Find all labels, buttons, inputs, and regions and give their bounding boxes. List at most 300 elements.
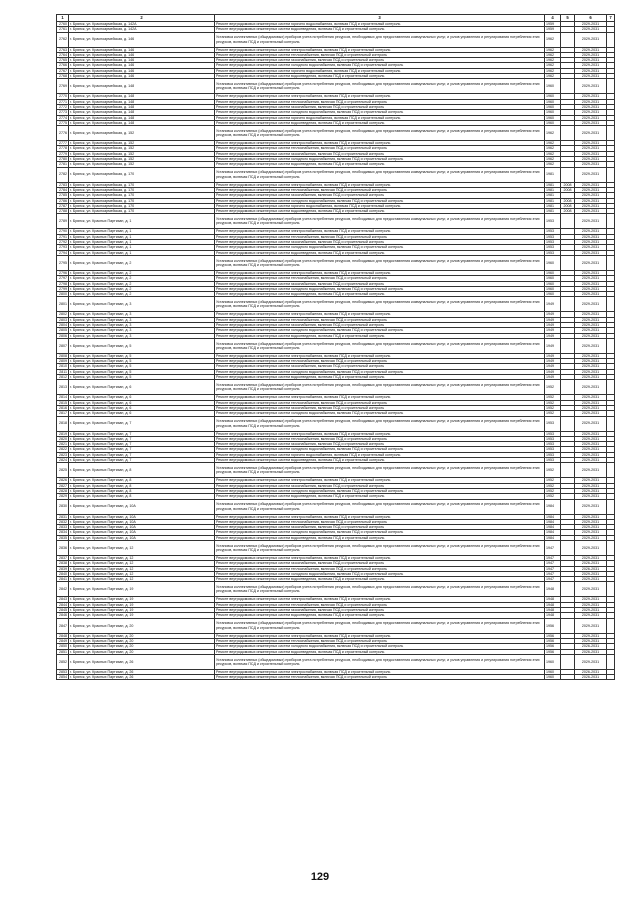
build-year-cell: 1953 — [545, 214, 561, 229]
work-type-cell: Ремонт внутридомовых инженерных систем водоотведения, включая ПСД и строительный контроль — [215, 458, 545, 463]
address-cell: г. Брянск, ул. Красных Партизан, д. 8 — [69, 488, 215, 493]
row-number-cell: 2842 — [57, 582, 69, 597]
work-type-cell: Ремонт внутридомовых инженерных систем холодного водоснабжения, включая ПСД и строительный контроль — [215, 110, 545, 115]
table-row — [57, 167, 615, 182]
empty-cell — [607, 499, 615, 514]
work-type-cell: Установка коллективных (общедомовых) приборов учета потребления ресурсов, необходимых для предоставления коммунальных услуг, и узлов управления и регулирования потребления этих ресурсов, включая ПСД и строительный контроль — [215, 214, 545, 229]
last-repair-year-cell — [561, 255, 575, 270]
column-header: 5 — [561, 15, 575, 22]
row-number-cell: 2814 — [57, 395, 69, 400]
build-year-cell: 1960 — [545, 115, 561, 120]
table-row — [57, 79, 615, 94]
table-row — [57, 618, 615, 633]
work-type-cell: Ремонт внутридомовых инженерных систем газоснабжения, включая ПСД и строительный контроль — [215, 561, 545, 566]
build-year-cell: 1960 — [545, 110, 561, 115]
row-number-cell: 2846 — [57, 613, 69, 618]
row-number-cell: 2831 — [57, 514, 69, 519]
planned-period-cell: 2029-2031 — [575, 541, 607, 556]
row-number-cell: 2773 — [57, 110, 69, 115]
row-number-cell: 2817 — [57, 411, 69, 416]
planned-period-cell: 2029-2031 — [575, 187, 607, 192]
build-year-cell: 1952 — [545, 380, 561, 395]
row-number-cell: 2784 — [57, 187, 69, 192]
work-type-cell: Ремонт внутридомовых инженерных систем водоотведения, включая ПСД и строительный контроль — [215, 292, 545, 297]
work-type-cell: Ремонт внутридомовых инженерных систем холодного водоснабжения, включая ПСД и строительный контроль — [215, 286, 545, 291]
planned-period-cell: 2029-2031 — [575, 478, 607, 483]
address-cell: г. Брянск, ул. Красных Партизан, д. 8 — [69, 483, 215, 488]
work-type-cell: Ремонт внутридомовых инженерных систем газоснабжения, включая ПСД и строительный контроль — [215, 483, 545, 488]
work-type-cell: Установка коллективных (общедомовых) приборов учета потребления ресурсов, необходимых для предоставления коммунальных услуг, и узлов управления и регулирования потребления этих ресурсов, включая ПСД и строительный контроль — [215, 167, 545, 182]
planned-period-cell: 2029-2031 — [575, 229, 607, 234]
address-cell: г. Брянск, ул. Красных Партизан, д. 5 — [69, 353, 215, 358]
planned-period-cell: 2029-2031 — [575, 582, 607, 597]
table-row — [57, 380, 615, 395]
address-cell: г. Брянск, ул. Красных Партизан, д. 12 — [69, 571, 215, 576]
work-type-cell: Ремонт внутридомовых инженерных систем теплоснабжения, включая ПСД и строительный контроль — [215, 317, 545, 322]
row-number-cell: 2793 — [57, 245, 69, 250]
column-header: 2 — [69, 15, 215, 22]
column-header: 3 — [215, 15, 545, 22]
planned-period-cell: 2029-2031 — [575, 79, 607, 94]
planned-period-cell: 2029-2031 — [575, 250, 607, 255]
row-number-cell: 2796 — [57, 270, 69, 275]
planned-period-cell: 2029-2031 — [575, 198, 607, 203]
work-type-cell: Ремонт внутридомовых инженерных систем теплоснабжения, включая ПСД и строительный контроль — [215, 359, 545, 364]
planned-period-cell: 2029-2031 — [575, 99, 607, 104]
build-year-cell: 1962 — [545, 74, 561, 79]
planned-period-cell: 2029-2031 — [575, 597, 607, 602]
row-number-cell: 2807 — [57, 338, 69, 353]
row-number-cell: 2820 — [57, 436, 69, 441]
planned-period-cell: 2029-2031 — [575, 338, 607, 353]
build-year-cell: 1953 — [545, 442, 561, 447]
work-type-cell: Ремонт внутридомовых инженерных систем горячего водоснабжения, включая ПСД и строительный контроль — [215, 68, 545, 73]
row-number-cell: 2835 — [57, 535, 69, 540]
build-year-cell: 1948 — [545, 582, 561, 597]
last-repair-year-cell — [561, 167, 575, 182]
planned-period-cell: 2029-2031 — [575, 27, 607, 32]
address-cell: г. Брянск, ул. Красных Партизан, д. 6 — [69, 405, 215, 410]
address-cell: г. Брянск, ул. Красных Партизан, д. 5 — [69, 375, 215, 380]
planned-period-cell: 2029-2031 — [575, 483, 607, 488]
address-cell: г. Брянск, ул. Красных Партизан, д. 6 — [69, 380, 215, 395]
address-cell: г. Брянск, ул. Красных Партизан, д. 3 — [69, 317, 215, 322]
work-type-cell: Установка коллективных (общедомовых) приборов учета потребления ресурсов, необходимых для предоставления коммунальных услуг, и узлов управления и регулирования потребления этих ресурсов, включая ПСД и строительный контроль — [215, 32, 545, 47]
empty-cell — [607, 32, 615, 47]
planned-period-cell: 2029-2031 — [575, 613, 607, 618]
build-year-cell: 1952 — [545, 400, 561, 405]
row-number-cell: 2822 — [57, 447, 69, 452]
row-number-cell: 2769 — [57, 79, 69, 94]
work-type-cell: Установка коллективных (общедомовых) приборов учета потребления ресурсов, необходимых для предоставления коммунальных услуг, и узлов управления и регулирования потребления этих ресурсов, включая ПСД и строительный контроль — [215, 416, 545, 431]
last-repair-year-cell: 2008 — [561, 187, 575, 192]
row-number-cell: 2778 — [57, 146, 69, 151]
row-number-cell: 2781 — [57, 162, 69, 167]
build-year-cell: 1956 — [545, 638, 561, 643]
work-type-cell: Ремонт внутридомовых инженерных систем теплоснабжения, включая ПСД и строительный контроль — [215, 400, 545, 405]
row-number-cell: 2791 — [57, 234, 69, 239]
build-year-cell: 1949 — [545, 312, 561, 317]
row-number-cell: 2830 — [57, 499, 69, 514]
work-type-cell: Ремонт внутридомовых инженерных систем электроснабжения, включая ПСД и строительный контроль — [215, 514, 545, 519]
row-number-cell: 2795 — [57, 255, 69, 270]
build-year-cell: 1962 — [545, 151, 561, 156]
planned-period-cell: 2029-2031 — [575, 494, 607, 499]
build-year-cell: 1962 — [545, 58, 561, 63]
work-type-cell: Ремонт внутридомовых инженерных систем водоотведения, включая ПСД и строительный контроль — [215, 375, 545, 380]
planned-period-cell: 2029-2031 — [575, 400, 607, 405]
planned-period-cell: 2029-2031 — [575, 499, 607, 514]
last-repair-year-cell — [561, 126, 575, 141]
build-year-cell: 1959 — [545, 22, 561, 27]
build-year-cell: 1984 — [545, 535, 561, 540]
last-repair-year-cell: 2008 — [561, 198, 575, 203]
address-cell: г. Брянск, ул. Красных Партизан, д. 20 — [69, 644, 215, 649]
planned-period-cell: 2029-2031 — [575, 276, 607, 281]
build-year-cell: 1962 — [545, 141, 561, 146]
row-number-cell: 2762 — [57, 32, 69, 47]
address-cell: г. Брянск, ул. Красных Партизан, д. 20 — [69, 633, 215, 638]
row-number-cell: 2852 — [57, 654, 69, 669]
work-type-cell: Ремонт внутридомовых инженерных систем электроснабжения, включая ПСД и строительный контроль — [215, 141, 545, 146]
address-cell: г. Брянск, ул. Красных Партизан, д. 7 — [69, 452, 215, 457]
work-type-cell: Ремонт внутридомовых инженерных систем газоснабжения, включая ПСД и строительный контроль — [215, 193, 545, 198]
planned-period-cell: 2029-2031 — [575, 525, 607, 530]
build-year-cell: 1984 — [545, 499, 561, 514]
row-number-cell: 2825 — [57, 463, 69, 478]
work-type-cell: Ремонт внутридомовых инженерных систем электроснабжения, включая ПСД и строительный контроль — [215, 669, 545, 674]
work-type-cell: Ремонт внутридомовых инженерных систем теплоснабжения, включая ПСД и строительный контроль — [215, 436, 545, 441]
row-number-cell: 2853 — [57, 669, 69, 674]
empty-cell — [607, 582, 615, 597]
build-year-cell: 1952 — [545, 494, 561, 499]
address-cell: г. Брянск, ул. Красноармейская, д. 148 — [69, 79, 215, 94]
planned-period-cell: 2029-2031 — [575, 151, 607, 156]
last-repair-year-cell — [561, 297, 575, 312]
work-type-cell: Ремонт внутридомовых инженерных систем электроснабжения, включая ПСД и строительный контроль — [215, 556, 545, 561]
row-number-cell: 2818 — [57, 416, 69, 431]
address-cell: г. Брянск, ул. Красных Партизан, д. 3 — [69, 328, 215, 333]
build-year-cell: 1981 — [545, 187, 561, 192]
planned-period-cell: 2029-2031 — [575, 209, 607, 214]
planned-period-cell: 2026-2031 — [575, 669, 607, 674]
build-year-cell: 1953 — [545, 416, 561, 431]
address-cell: г. Брянск, ул. Красноармейская, д. 142А — [69, 22, 215, 27]
work-type-cell: Ремонт внутридомовых инженерных систем газоснабжения, включая ПСД и строительный контроль — [215, 151, 545, 156]
row-number-cell: 2806 — [57, 333, 69, 338]
address-cell: г. Брянск, ул. Красных Партизан, д. 12 — [69, 566, 215, 571]
work-type-cell: Ремонт внутридомовых инженерных систем водоотведения, включая ПСД и строительный контроль — [215, 209, 545, 214]
build-year-cell: 1953 — [545, 452, 561, 457]
address-cell: г. Брянск, ул. Красных Партизан, д. 7 — [69, 436, 215, 441]
work-type-cell: Ремонт внутридомовых инженерных систем теплоснабжения, включая ПСД и строительный контроль — [215, 602, 545, 607]
address-cell: г. Брянск, ул. Красных Партизан, д. 8 — [69, 478, 215, 483]
address-cell: г. Брянск, ул. Красных Партизан, д. 8 — [69, 463, 215, 478]
row-number-cell: 2810 — [57, 364, 69, 369]
address-cell: г. Брянск, ул. Красных Партизан, д. 3 — [69, 322, 215, 327]
planned-period-cell: 2029-2031 — [575, 110, 607, 115]
build-year-cell: 1962 — [545, 157, 561, 162]
planned-period-cell: 2029-2031 — [575, 255, 607, 270]
build-year-cell: 1953 — [545, 229, 561, 234]
planned-period-cell: 2029-2031 — [575, 292, 607, 297]
last-repair-year-cell — [561, 463, 575, 478]
address-cell: г. Брянск, ул. Красноармейская, д. 146 — [69, 32, 215, 47]
build-year-cell: 1952 — [545, 463, 561, 478]
row-number-cell: 2841 — [57, 577, 69, 582]
address-cell: г. Брянск, ул. Красных Партизан, д. 2 — [69, 255, 215, 270]
work-type-cell: Ремонт внутридомовых инженерных систем теплоснабжения, включая ПСД и строительный контроль — [215, 638, 545, 643]
row-number-cell: 2850 — [57, 644, 69, 649]
repair-schedule-table — [56, 14, 614, 680]
row-number-cell: 2815 — [57, 400, 69, 405]
work-type-cell: Установка коллективных (общедомовых) приборов учета потребления ресурсов, необходимых для предоставления коммунальных услуг, и узлов управления и регулирования потребления этих ресурсов, включая ПСД и строительный контроль — [215, 654, 545, 669]
planned-period-cell: 2029-2031 — [575, 312, 607, 317]
empty-cell — [607, 618, 615, 633]
last-repair-year-cell: 2008 — [561, 203, 575, 208]
build-year-cell: 1981 — [545, 198, 561, 203]
empty-cell — [607, 126, 615, 141]
planned-period-cell: 2029-2031 — [575, 68, 607, 73]
work-type-cell: Ремонт внутридомовых инженерных систем холодного водоснабжения, включая ПСД и строительный контроль — [215, 644, 545, 649]
work-type-cell: Ремонт внутридомовых инженерных систем газоснабжения, включая ПСД и строительный контроль — [215, 525, 545, 530]
address-cell: г. Брянск, ул. Красноармейская, д. 152 — [69, 157, 215, 162]
table-row — [57, 126, 615, 141]
empty-cell — [607, 541, 615, 556]
address-cell: г. Брянск, ул. Красноармейская, д. 170 — [69, 203, 215, 208]
address-cell: г. Брянск, ул. Красноармейская, д. 170 — [69, 198, 215, 203]
work-type-cell: Установка коллективных (общедомовых) приборов учета потребления ресурсов, необходимых для предоставления коммунальных услуг, и узлов управления и регулирования потребления этих ресурсов, включая ПСД и строительный контроль — [215, 79, 545, 94]
work-type-cell: Установка коллективных (общедомовых) приборов учета потребления ресурсов, необходимых для предоставления коммунальных услуг, и узлов управления и регулирования потребления этих ресурсов, включая ПСД и строительный контроль — [215, 338, 545, 353]
build-year-cell: 1953 — [545, 234, 561, 239]
address-cell: г. Брянск, ул. Красных Партизан, д. 20 — [69, 618, 215, 633]
last-repair-year-cell — [561, 541, 575, 556]
planned-period-cell: 2026-2031 — [575, 566, 607, 571]
row-number-cell: 2764 — [57, 52, 69, 57]
address-cell: г. Брянск, ул. Красных Партизан, д. 19 — [69, 608, 215, 613]
work-type-cell: Ремонт внутридомовых инженерных систем водоотведения, включая ПСД и строительный контроль — [215, 535, 545, 540]
build-year-cell: 1962 — [545, 126, 561, 141]
work-type-cell: Ремонт внутридомовых инженерных систем теплоснабжения, включая ПСД и строительный контроль — [215, 52, 545, 57]
column-header: 4 — [545, 15, 561, 22]
table-row — [57, 255, 615, 270]
address-cell: г. Брянск, ул. Красноармейская, д. 170 — [69, 182, 215, 187]
address-cell: г. Брянск, ул. Красноармейская, д. 152 — [69, 146, 215, 151]
build-year-cell: 1962 — [545, 52, 561, 57]
row-number-cell: 2765 — [57, 58, 69, 63]
planned-period-cell: 2029-2031 — [575, 535, 607, 540]
planned-period-cell: 2029-2031 — [575, 58, 607, 63]
address-cell: г. Брянск, ул. Красных Партизан, д. 3 — [69, 297, 215, 312]
work-type-cell: Ремонт внутридомовых инженерных систем электроснабжения, включая ПСД и строительный контроль — [215, 353, 545, 358]
row-number-cell: 2813 — [57, 380, 69, 395]
address-cell: г. Брянск, ул. Красных Партизан, д. 2 — [69, 270, 215, 275]
address-cell: г. Брянск, ул. Красноармейская, д. 142А — [69, 27, 215, 32]
work-type-cell: Ремонт внутридомовых инженерных систем теплоснабжения, включая ПСД и строительный контроль — [215, 234, 545, 239]
work-type-cell: Ремонт внутридомовых инженерных систем холодного водоснабжения, включая ПСД и строительный контроль — [215, 63, 545, 68]
row-number-cell: 2775 — [57, 120, 69, 125]
build-year-cell: 1960 — [545, 99, 561, 104]
row-number-cell: 2798 — [57, 281, 69, 286]
planned-period-cell: 2029-2031 — [575, 452, 607, 457]
work-type-cell: Ремонт внутридомовых инженерных систем холодного водоснабжения, включая ПСД и строительный контроль — [215, 411, 545, 416]
build-year-cell: 1960 — [545, 255, 561, 270]
row-number-cell: 2763 — [57, 47, 69, 52]
row-number-cell: 2785 — [57, 193, 69, 198]
row-number-cell: 2782 — [57, 167, 69, 182]
address-cell: г. Брянск, ул. Красных Партизан, д. 26 — [69, 654, 215, 669]
table-row — [57, 416, 615, 431]
row-number-cell: 2792 — [57, 240, 69, 245]
build-year-cell: 1952 — [545, 395, 561, 400]
work-type-cell: Ремонт внутридомовых инженерных систем электроснабжения, включая ПСД и строительный контроль — [215, 633, 545, 638]
work-type-cell: Установка коллективных (общедомовых) приборов учета потребления ресурсов, необходимых для предоставления коммунальных услуг, и узлов управления и регулирования потребления этих ресурсов, включая ПСД и строительный контроль — [215, 618, 545, 633]
planned-period-cell: 2029-2031 — [575, 182, 607, 187]
build-year-cell: 1947 — [545, 566, 561, 571]
build-year-cell: 1981 — [545, 193, 561, 198]
build-year-cell: 1984 — [545, 525, 561, 530]
work-type-cell: Ремонт внутридомовых инженерных систем теплоснабжения, включая ПСД и строительный контроль — [215, 675, 545, 680]
last-repair-year-cell — [561, 499, 575, 514]
work-type-cell: Ремонт внутридомовых инженерных систем холодного водоснабжения, включая ПСД и строительный контроль — [215, 328, 545, 333]
row-number-cell: 2828 — [57, 488, 69, 493]
planned-period-cell: 2029-2031 — [575, 146, 607, 151]
address-cell: г. Брянск, ул. Красных Партизан, д. 12 — [69, 541, 215, 556]
table-row — [57, 338, 615, 353]
planned-period-cell: 2029-2031 — [575, 214, 607, 229]
planned-period-cell: 2029-2031 — [575, 369, 607, 374]
planned-period-cell: 2029-2031 — [575, 380, 607, 395]
planned-period-cell: 2029-2031 — [575, 193, 607, 198]
row-number-cell: 2804 — [57, 322, 69, 327]
planned-period-cell: 2029-2031 — [575, 63, 607, 68]
row-number-cell: 2851 — [57, 649, 69, 654]
work-type-cell: Ремонт внутридомовых инженерных систем газоснабжения, включая ПСД и строительный контроль — [215, 281, 545, 286]
build-year-cell: 1960 — [545, 675, 561, 680]
build-year-cell: 1949 — [545, 369, 561, 374]
table-row — [57, 463, 615, 478]
row-number-cell: 2847 — [57, 618, 69, 633]
row-number-cell: 2827 — [57, 483, 69, 488]
work-type-cell: Ремонт внутридомовых инженерных систем холодного водоснабжения, включая ПСД и строительный контроль — [215, 571, 545, 576]
address-cell: г. Брянск, ул. Красноармейская, д. 148 — [69, 99, 215, 104]
last-repair-year-cell — [561, 582, 575, 597]
work-type-cell: Ремонт внутридомовых инженерных систем электроснабжения, включая ПСД и строительный контроль — [215, 94, 545, 99]
address-cell: г. Брянск, ул. Красных Партизан, д. 7 — [69, 442, 215, 447]
planned-period-cell: 2029-2031 — [575, 322, 607, 327]
planned-period-cell: 2029-2031 — [575, 618, 607, 633]
table-row — [57, 675, 615, 680]
address-cell: г. Брянск, ул. Красных Партизан, д. 1 — [69, 240, 215, 245]
planned-period-cell: 2026-2031 — [575, 644, 607, 649]
planned-period-cell: 2026-2031 — [575, 561, 607, 566]
build-year-cell: 1960 — [545, 94, 561, 99]
work-type-cell: Установка коллективных (общедомовых) приборов учета потребления ресурсов, необходимых для предоставления коммунальных услуг, и узлов управления и регулирования потребления этих ресурсов, включая ПСД и строительный контроль — [215, 541, 545, 556]
row-number-cell: 2805 — [57, 328, 69, 333]
build-year-cell: 1960 — [545, 276, 561, 281]
empty-cell — [607, 214, 615, 229]
row-number-cell: 2811 — [57, 369, 69, 374]
address-cell: г. Брянск, ул. Красных Партизан, д. 5 — [69, 369, 215, 374]
address-cell: г. Брянск, ул. Красных Партизан, д. 12 — [69, 556, 215, 561]
planned-period-cell: 2029-2031 — [575, 458, 607, 463]
table-row — [57, 541, 615, 556]
row-number-cell: 2844 — [57, 602, 69, 607]
row-number-cell: 2789 — [57, 214, 69, 229]
build-year-cell: 1959 — [545, 27, 561, 32]
work-type-cell: Установка коллективных (общедомовых) приборов учета потребления ресурсов, необходимых для предоставления коммунальных услуг, и узлов управления и регулирования потребления этих ресурсов, включая ПСД и строительный контроль — [215, 126, 545, 141]
work-type-cell: Ремонт внутридомовых инженерных систем холодного водоснабжения, включая ПСД и строительный контроль — [215, 530, 545, 535]
address-cell: г. Брянск, ул. Красных Партизан, д. 6 — [69, 400, 215, 405]
address-cell: г. Брянск, ул. Красных Партизан, д. 10А — [69, 514, 215, 519]
work-type-cell: Ремонт внутридомовых инженерных систем холодного водоснабжения, включая ПСД и строительный контроль — [215, 369, 545, 374]
planned-period-cell: 2029-2031 — [575, 359, 607, 364]
planned-period-cell: 2029-2031 — [575, 530, 607, 535]
planned-period-cell: 2029-2031 — [575, 375, 607, 380]
planned-period-cell: 2029-2031 — [575, 328, 607, 333]
row-number-cell: 2845 — [57, 608, 69, 613]
build-year-cell: 1956 — [545, 644, 561, 649]
address-cell: г. Брянск, ул. Красных Партизан, д. 12 — [69, 561, 215, 566]
address-cell: г. Брянск, ул. Красных Партизан, д. 10А — [69, 525, 215, 530]
table-row — [57, 32, 615, 47]
empty-cell — [607, 380, 615, 395]
address-cell: г. Брянск, ул. Красных Партизан, д. 2 — [69, 292, 215, 297]
work-type-cell: Ремонт внутридомовых инженерных систем газоснабжения, включая ПСД и строительный контроль — [215, 442, 545, 447]
work-type-cell: Ремонт внутридомовых инженерных систем электроснабжения, включая ПСД и строительный контроль — [215, 182, 545, 187]
address-cell: г. Брянск, ул. Красных Партизан, д. 19 — [69, 613, 215, 618]
planned-period-cell: 2029-2031 — [575, 104, 607, 109]
planned-period-cell: 2029-2031 — [575, 333, 607, 338]
work-type-cell: Ремонт внутридомовых инженерных систем водоотведения, включая ПСД и строительный контроль — [215, 120, 545, 125]
planned-period-cell: 2029-2031 — [575, 157, 607, 162]
planned-period-cell: 2029-2031 — [575, 47, 607, 52]
planned-period-cell: 2029-2031 — [575, 431, 607, 436]
address-cell: г. Брянск, ул. Красных Партизан, д. 6 — [69, 411, 215, 416]
work-type-cell: Ремонт внутридомовых инженерных систем холодного водоснабжения, включая ПСД и строительный контроль — [215, 157, 545, 162]
planned-period-cell: 2029-2031 — [575, 411, 607, 416]
planned-period-cell: 2029-2031 — [575, 297, 607, 312]
work-type-cell: Ремонт внутридомовых инженерных систем холодного водоснабжения, включая ПСД и строительный контроль — [215, 245, 545, 250]
row-number-cell: 2786 — [57, 198, 69, 203]
work-type-cell: Ремонт внутридомовых инженерных систем теплоснабжения, включая ПСД и строительный контроль — [215, 146, 545, 151]
planned-period-cell: 2029-2031 — [575, 240, 607, 245]
build-year-cell: 1949 — [545, 375, 561, 380]
planned-period-cell: 2029-2031 — [575, 514, 607, 519]
planned-period-cell: 2029-2031 — [575, 52, 607, 57]
last-repair-year-cell — [561, 675, 575, 680]
planned-period-cell: 2029-2031 — [575, 436, 607, 441]
row-number-cell: 2816 — [57, 405, 69, 410]
build-year-cell: 1962 — [545, 68, 561, 73]
planned-period-cell: 2029-2031 — [575, 22, 607, 27]
column-header: 6 — [575, 15, 607, 22]
work-type-cell: Ремонт внутридомовых инженерных систем электроснабжения, включая ПСД и строительный контроль — [215, 431, 545, 436]
build-year-cell: 1960 — [545, 654, 561, 669]
build-year-cell: 1949 — [545, 338, 561, 353]
work-type-cell: Ремонт внутридомовых инженерных систем водоотведения, включая ПСД и строительный контроль — [215, 649, 545, 654]
last-repair-year-cell — [561, 416, 575, 431]
empty-cell — [607, 79, 615, 94]
address-cell: г. Брянск, ул. Красноармейская, д. 146 — [69, 68, 215, 73]
planned-period-cell: 2029-2031 — [575, 633, 607, 638]
page-number: 129 — [310, 871, 330, 883]
build-year-cell: 1962 — [545, 146, 561, 151]
build-year-cell: 1960 — [545, 104, 561, 109]
row-number-cell: 2840 — [57, 571, 69, 576]
last-repair-year-cell — [561, 214, 575, 229]
planned-period-cell: 2029-2031 — [575, 94, 607, 99]
